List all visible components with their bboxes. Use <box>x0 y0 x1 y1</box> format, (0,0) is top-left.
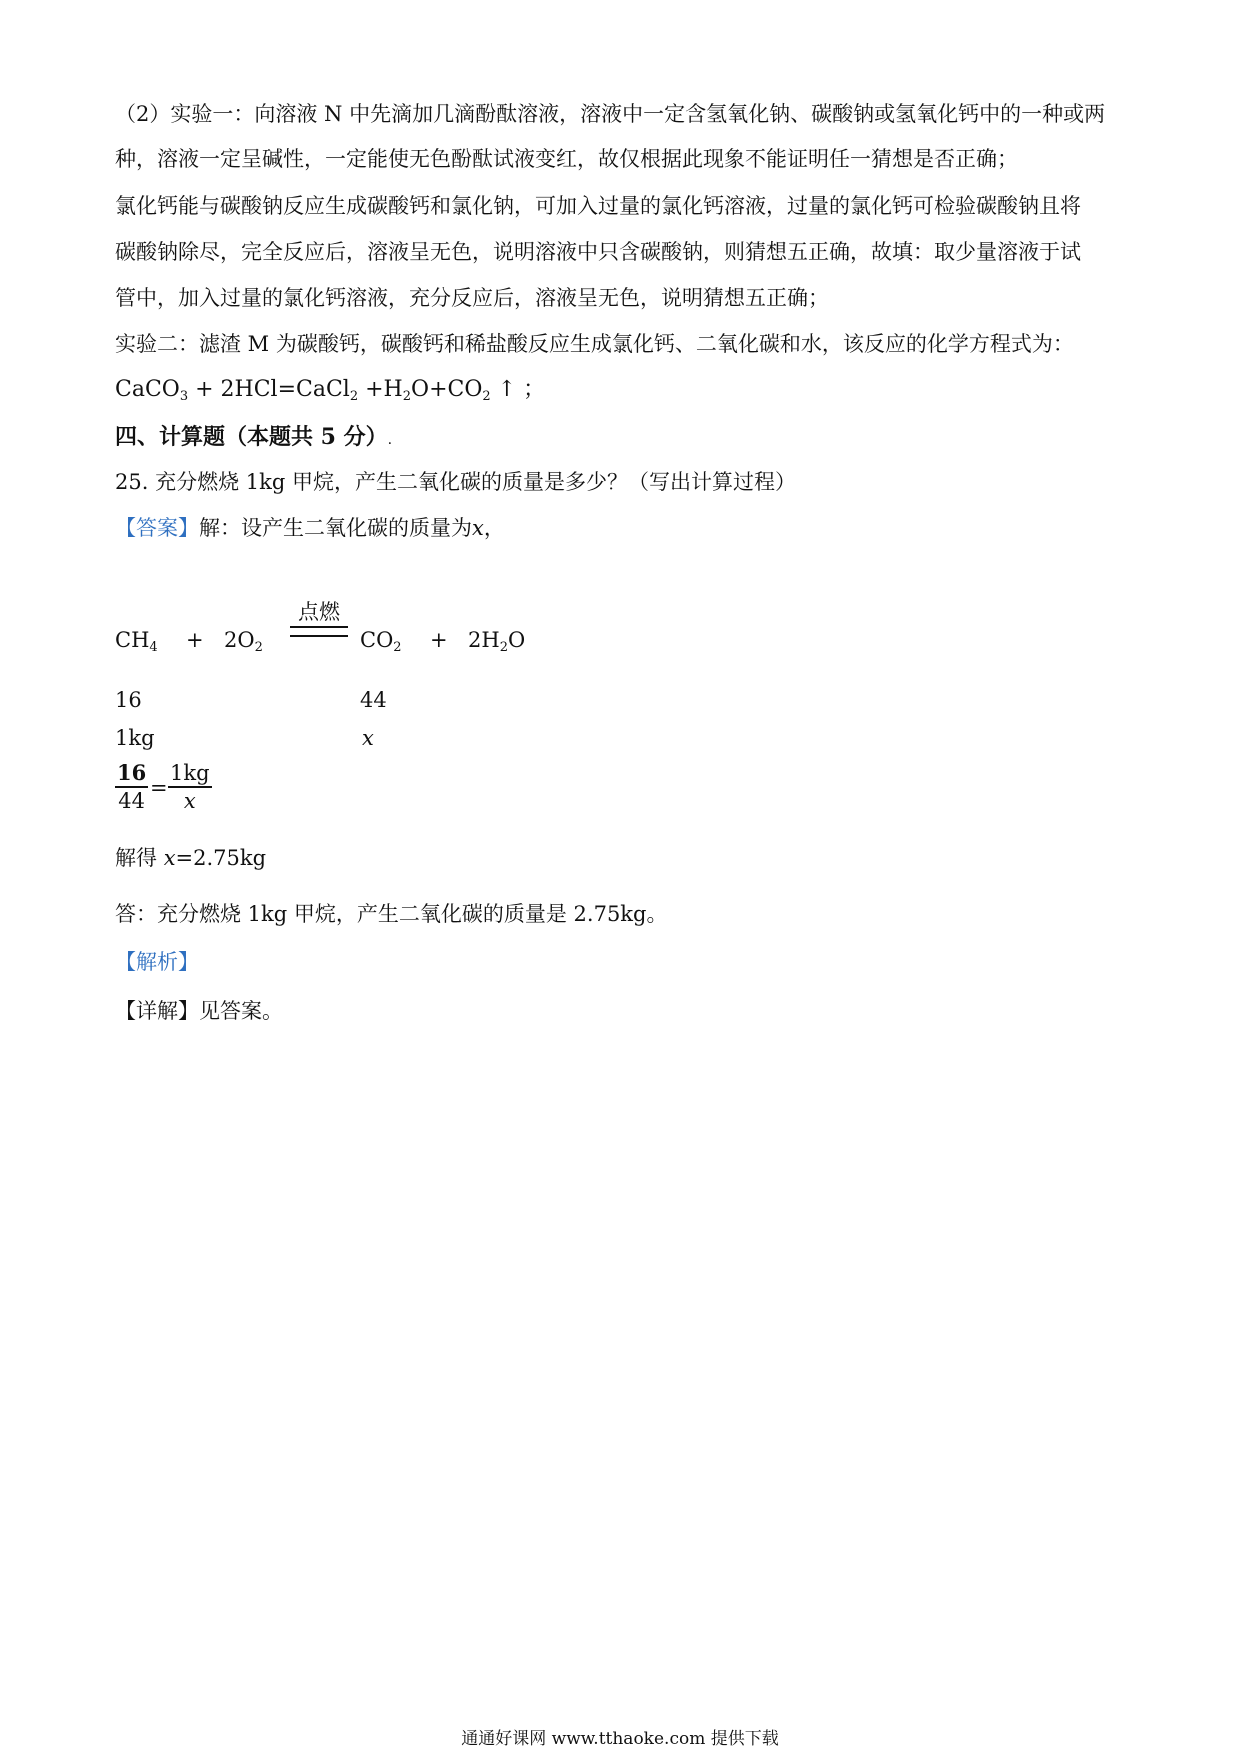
unknown-mass: x <box>362 726 374 750</box>
question-text: 25. 充分燃烧 1kg 甲烷，产生二氧化碳的质量是多少？（写出计算过程） <box>115 470 796 494</box>
molar-mass-ch4: 16 <box>115 688 142 712</box>
section-title: 四、计算题（本题共 5 分）. <box>115 424 393 450</box>
reaction-condition: 点燃 <box>290 600 348 637</box>
paragraph-line: （2）实验一：向溶液 N 中先滴加几滴酚酞溶液，溶液中一定含氢氧化钠、碳酸钠或氢氧化钙中的一种或两 <box>115 102 1106 126</box>
analysis-tag: 【解析】 <box>115 950 199 974</box>
paragraph-line: 实验二：滤渣 M 为碳酸钙，碳酸钙和稀盐酸反应生成氯化钙、二氧化碳和水，该反应的化学方程式为： <box>115 332 1074 356</box>
answer-line: 【答案】解：设产生二氧化碳的质量为x， <box>115 516 505 540</box>
answer-tag: 【答案】 <box>115 516 199 540</box>
given-mass: 1kg <box>115 726 155 750</box>
paragraph-line: 管中，加入过量的氯化钙溶液，充分反应后，溶液呈无色，说明猜想五正确； <box>115 286 829 310</box>
solution-result: 解得 x=2.75kg <box>115 846 267 870</box>
detail-line: 【详解】见答案。 <box>115 999 283 1023</box>
paragraph-line: 氯化钙能与碳酸钠反应生成碳酸钙和氯化钠，可加入过量的氯化钙溶液，过量的氯化钙可检验碳酸钠且将 <box>115 194 1081 218</box>
paragraph-line: 碳酸钠除尽，完全反应后，溶液呈无色，说明溶液中只含碳酸钠，则猜想五正确，故填：取少量溶液于试 <box>115 240 1081 264</box>
chemical-equation: CaCO$_3$ + 2HCl=CaCl$_2$ $+H_2O+CO_2$ ↑ ； <box>115 377 546 404</box>
paragraph-line: 种，溶液一定呈碱性，一定能使无色酚酞试液变红，故仅根据此现象不能证明任一猜想是否正确； <box>115 147 1018 171</box>
page-footer: 通通好课网 www.tthaoke.com 提供下载 <box>461 1729 779 1749</box>
conclusion-text: 答：充分燃烧 1kg 甲烷，产生二氧化碳的质量是 2.75kg。 <box>115 902 668 926</box>
molar-mass-co2: 44 <box>360 688 387 712</box>
